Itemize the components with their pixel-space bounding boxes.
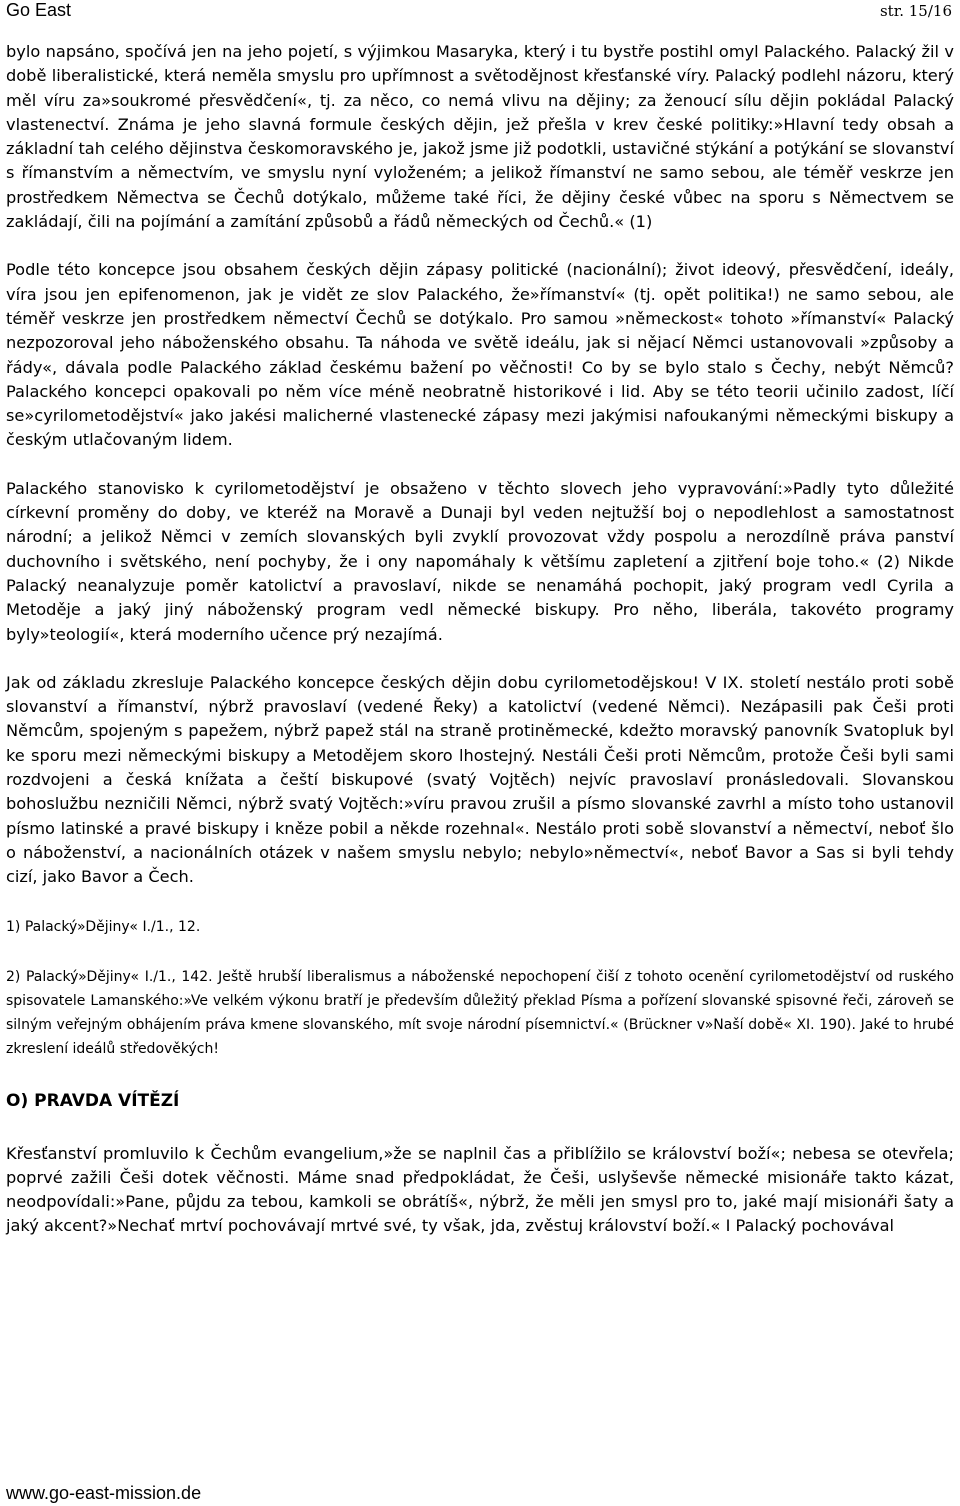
- body-paragraph-4: Jak od základu zkresluje Palackého koncepce českých dějin dobu cyrilometodějskou! V IX. století nestálo proti sobě slovanství a římanství, nýbrž pravoslaví (vedené Řeky) a katolictví (vedené Němci). Nezápasili pak Češi proti Němcům, spojeným s papežem, nýbrž papež stál na straně protiněmecké, kdežto moravský panovník Svatopluk byl ke sporu mezi německými biskupy a Metodějem skoro lhostejný. Nestáli Češi proti Němcům, protože Češi byli sami rozdvojeni a česká knížata a čeští biskupové (svatý Vojtěch) nejvíc pravoslaví pronásledovali. Slovanskou bohoslužbu nezničili Němci, nýbrž svatý Vojtěch:»víru pravou zrušil a písmo slovanské zavrhl a místo toho ustanovil písmo latinské a pravé biskupy i kněze pobil a někde rozehnal«. Nestálo proti sobě slovanství a němectví, neboť šlo o náboženství, a nacionálních otázek v našem smyslu nebylo; nebylo»němectví«, neboť Bavor a Sas si byli tehdy cizí, jako Bavor a Čech.: [6, 672, 954, 887]
- body-paragraph-1: bylo napsáno, spočívá jen na jeho pojetí, s výjimkou Masaryka, který i tu bystře postihl omyl Palackého. Palacký žil v době liberalistické, která neměla smyslu pro upřímnost a světodějnost křesťanské víry. Palacký podlehl názoru, který měl víru za»soukromé přesvědčení«, tj. za něco, co nemá vlivu na dějiny; za ženoucí sílu dějin pokládal Palacký vlastenectví. Známa je jeho slavná formule českých dějin, jež přešla v krev české politiky:»Hlavní tedy obsah a základní tah celého dějinstva českomoravského je, jakož jsme již podotkli, ustavičné stýkání a potýkání se slovanství s římanstvím a němectvím, ve smyslu nyní vyloženém; a jelikož římanství ne samo sebou, ale téměř veskrze jen prostředkem Němectva se Čechů dotýkalo, můžeme také říci, že dějiny české vůbec na sporu s Němectvem se zakládají, čili na pojímání a zamítání způsobů a řádů německých od Čechů.« (1): [6, 42, 954, 232]
- footer-url[interactable]: www.go-east-mission.de: [6, 1483, 202, 1503]
- body-paragraph-3: Palackého stanovisko k cyrilometodějství je obsaženo v těchto slovech jeho vypravování:»Padly tyto důležité církevní proměny do doby, ve kteréž na Moravě a Dunaji byl veden nejtužší boj o nepodlehlost a samostatnost národní; a jelikož Němci v zemích slovanských byli zvyklí provozovat vždy pospolu a nerozdílně práva panství duchovního i světského, není pochyby, že i ony napomáhaly k většímu zapletení a zjitření boje toho.« (2) Nikde Palacký neanalyzuje poměr katolictví a pravoslaví, nikde se nenamáhá pochopit, jaký program vedl Cyrila a Metoděje a jaký jiný náboženský program vedl německé biskupy. Pro něho, liberála, takovéto programy byly»teologií«, která moderního učence prý nezajímá.: [6, 478, 954, 644]
- footnote-2: 2) Palacký»Dějiny« I./1., 142. Ještě hrubší liberalismus a náboženské nepochopení čiší z tohoto ocenění cyrilometodějství od ruského spisovatele Lamanského:»Ve velkém výkonu bratří je především důležitý překlad Písma a pořízení slovanské spisovné řeči, zároveň se silným veřejným obhájením práva kmene slovanského, mít svoje národní písemnictví.« (Brückner v»Naší době« XI. 190). Jaké to hrubé zkreslení ideálů středověkých!: [6, 968, 954, 1057]
- closing-paragraph: Křesťanství promluvilo k Čechům evangelium,»že se naplnil čas a přiblížilo se království boží«; nebesa se otevřela; poprvé zažili Češi dotek věčnosti. Máme snad předpokládat, že Češi, uslyševše německé misionáře takto kázat, neodpovídali:»Pane, půjdu za tebou, kamkoli se obrátíš«, nýbrž, že měli jen smysl pro to, jaké mají misionáři šaty a jaký akcent?»Nechať mrtví pochovávají mrtvé své, ty však, jda, zvěstuj království boží.« I Palacký pochovával: [6, 1143, 954, 1236]
- document-body: [6, 40, 954, 1239]
- site-name: Go East: [6, 0, 72, 20]
- section-heading: O) PRAVDA VÍTĚZÍ: [6, 1090, 180, 1111]
- footnote-1: 1) Palacký»Dějiny« I./1., 12.: [6, 918, 201, 935]
- body-paragraph-2: Podle této koncepce jsou obsahem českých dějin zápasy politické (nacionální); život ideový, přesvědčení, ideály, víra jsou jen epifenomenon, jak je vidět ze slov Palackého, že»římanství« (tj. opět politika!) ne samo sebou, ale téměř veskrze jen prostředkem němectví Čechů se dotýkalo. Pro samou »německost« tohoto »římanství« Palacký nezpozoroval jeho náboženského obsahu. Ta náhoda ve světě ideálu, jak si nějací Němci ustanovovali »způsoby a řády«, dávala podle Palackého základ českému bažení po věčnosti! Co by se bylo stalo s Čechy, nebýt Němců? Palackého koncepci opakovali po něm více méně neobratně historikové i lid. Aby se této teorii učinilo zadost, líčí se»cyrilometodějství« jako jakési malicherné vlastenecké zápasy mezi jakýmisi nafoukanými německými biskupy a českým utlačovaným lidem.: [6, 260, 954, 450]
- page-number: str. 15/16: [879, 2, 952, 20]
- page-header: [6, 0, 952, 22]
